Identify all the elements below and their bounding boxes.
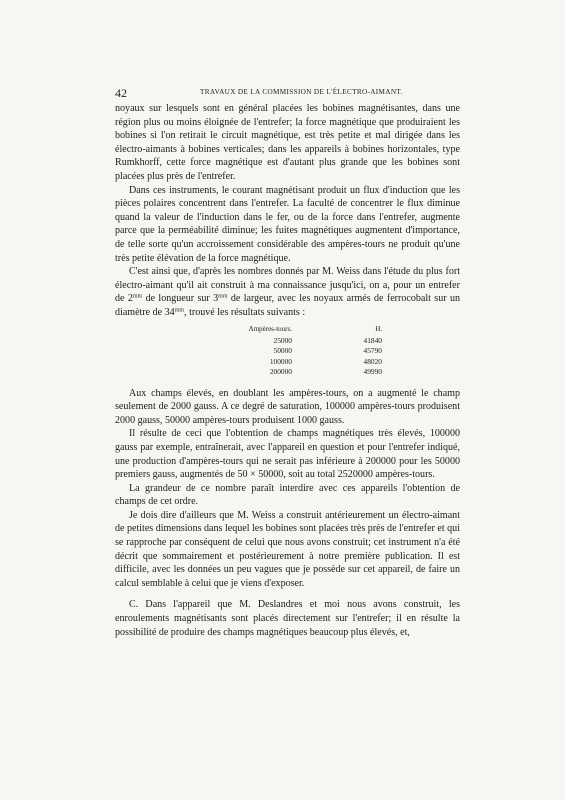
paragraph-8: C. Dans l'appareil que M. Deslandres et moi nous avons construit, les enroulements magnétisants sont placés directement sur l'entrefer; il en résulte la possibilité de produire des champs magnétiques beaucoup plus élevés, et, — [115, 599, 460, 638]
body-text — [115, 102, 460, 639]
paragraph-3-part-a: C'est ainsi que, d'après les nombres donnés par M. Weiss dans l'étude du plus fort électro-aimant qu'il ait construit à ma connaissance jusqu'ici, on a, pour un entrefer de 2 — [115, 266, 460, 305]
page-header — [115, 86, 460, 100]
table-cell-ampere-turns: 25000 — [273, 335, 292, 345]
paragraph-6: La grandeur de ce nombre paraît interdire avec ces appareils l'obtention de champs de cet ordre. — [115, 482, 460, 508]
table-cell-field: 49990 — [363, 367, 382, 377]
table-cell-field: 45790 — [363, 346, 382, 356]
column-header-ampere-turns: Ampères-tours. — [248, 324, 292, 333]
paragraph-3-part-b: de longueur sur 3 — [142, 293, 219, 305]
results-table — [232, 324, 382, 378]
table-cell-ampere-turns: 50000 — [273, 346, 292, 356]
table-row — [232, 357, 382, 367]
unit-mm-2: mm — [218, 293, 228, 300]
paragraph-3-part-d: , trouvé les résultats suivants : — [184, 306, 306, 318]
column-header-field: H. — [375, 324, 382, 333]
table-row — [232, 367, 382, 377]
unit-mm-3: mm — [174, 307, 185, 314]
paragraph-2: Dans ces instruments, le courant magnétisant produit un flux d'induction que les pièces polaires concentrent dans l'entrefer. La faculté de concentrer le flux diminue quand la valeur de l'induction dans le fer, ou de la force dans l'entrefer, augmente parce que la perméabilité diminue; les fuites magnétiques augmentent d'importance, de telle sorte qu'un accroissement considérable des ampères-tours ne produit qu'une très petite élévation de la force magnétique. — [115, 184, 460, 264]
table-cell-ampere-turns: 200000 — [269, 367, 292, 377]
running-head: TRAVAUX DE LA COMMISSION DE L'ÉLECTRO-AIMANT. — [200, 88, 403, 96]
table-row — [232, 346, 382, 356]
paragraph-1: noyaux sur lesquels sont en général placées les bobines magnétisantes, dans une région plus ou moins éloignée de l'entrefer; la force magnétique que produiraient les bobines si l'on retirait le circuit magnétique, est très petite et mal dirigée dans les électro-aimants à bobines verticales; dans les appareils à bobines horizontales, type Rumkhorff, cette force magnétique est d'autant plus grande que les bobines sont placées plus près de l'entrefer. — [115, 103, 460, 182]
paragraph-3 — [115, 265, 460, 319]
unit-mm-1: mm — [132, 293, 143, 300]
table-cell-field: 41840 — [363, 335, 382, 345]
paragraph-3-part-c: de largeur, avec les noyaux armés de ferrocobalt sur un diamètre de 34 — [115, 293, 460, 318]
paragraph-5: Il résulte de ceci que l'obtention de champs magnétiques très élevés, 100000 gauss par exemple, entraînerait, avec l'appareil en question et pour l'entrefer indiqué, une production d'ampères-tours qui ne serait pas inférieure à 200000 pour les 50000 premiers gauss, augmentés de 50 × 50000, soit au total 2520000 ampères-tours. — [115, 428, 460, 481]
table-cell-ampere-turns: 100000 — [269, 356, 292, 366]
page-number: 42 — [115, 86, 127, 100]
table-cell-field: 48020 — [363, 356, 382, 366]
paragraph-7: Je dois dire d'ailleurs que M. Weiss a construit antérieurement un électro-aimant de petites dimensions dans lequel les bobines sont placées très près de l'entrefer et qui se rapproche par conséquent de celui que nous avons construit; cet instrument n'a été décrit que sommairement et postérieurement à notre première publication. Il est difficile, avec les données un peu vagues que je possède sur cet appareil, de faire un calcul semblable à celui que je viens d'exposer. — [115, 509, 460, 589]
table-row — [232, 336, 382, 346]
paragraph-4: Aux champs élevés, en doublant les ampères-tours, on a augmenté le champ seulement de 2000 gauss. A ce degré de saturation, 100000 ampères-tours produisent 2000 gauss, 50000 ampères-tours produisent 1000 gauss. — [115, 387, 460, 426]
table-header-row — [232, 324, 382, 334]
